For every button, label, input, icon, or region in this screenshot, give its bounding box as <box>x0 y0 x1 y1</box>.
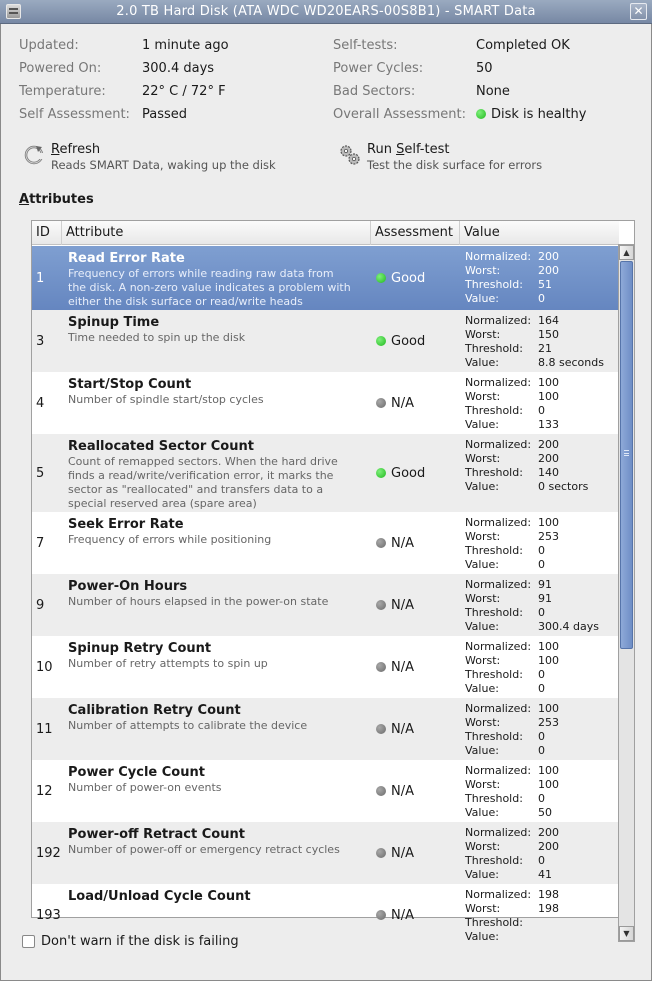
scroll-up-icon[interactable]: ▲ <box>619 245 634 260</box>
info-row-overall-assessment: Overall Assessment: Disk is healthy <box>333 107 587 122</box>
info-left-panel <box>19 38 229 130</box>
row-values: Normalized: 200 Worst: 200 Threshold: 51 Value: 0 <box>465 250 559 305</box>
table-row[interactable] <box>32 246 619 310</box>
gears-icon <box>339 144 361 166</box>
smart-data-window <box>0 24 652 981</box>
row-values: Normalized: 164 Worst: 150 Threshold: 21 Value: 8.8 seconds <box>465 314 604 369</box>
column-header-attribute[interactable]: Attribute <box>62 221 371 245</box>
refresh-icon <box>23 144 45 166</box>
row-attribute <box>68 251 368 309</box>
row-assessment: Good <box>376 310 425 372</box>
row-id: 11 <box>36 721 53 737</box>
status-gray-icon <box>376 786 386 796</box>
info-row-power-cycles: Power Cycles: 50 <box>333 61 493 76</box>
close-button[interactable]: ✕ <box>630 3 647 20</box>
row-values: Normalized: 91 Worst: 91 Threshold: 0 Value: 300.4 days <box>465 578 599 633</box>
row-assessment: N/A <box>376 512 414 574</box>
row-id: 192 <box>36 845 61 861</box>
status-gray-icon <box>376 848 386 858</box>
attribute-description: Number of spindle start/stop cycles <box>68 393 264 406</box>
row-values: Normalized: 100 Worst: 253 Threshold: 0 Value: 0 <box>465 702 559 757</box>
table-row[interactable] <box>32 310 619 372</box>
row-assessment: N/A <box>376 822 414 884</box>
row-values: Normalized: 200 Worst: 200 Threshold: 0 Value: 41 <box>465 826 559 881</box>
title-bar <box>0 0 652 24</box>
attribute-description: Count of remapped sectors. When the hard drive finds a read/write/verification error, it marks the sector as "reallocated" and transfers data to a special reserved area (spare area) <box>68 455 338 510</box>
scroll-down-icon[interactable]: ▼ <box>619 926 634 941</box>
column-header-assessment[interactable]: Assessment <box>371 221 460 245</box>
attribute-name: Spinup Retry Count <box>68 641 212 656</box>
column-header-id[interactable]: ID <box>32 221 62 245</box>
table-row[interactable] <box>32 372 619 434</box>
row-values: Normalized: 198 Worst: 198 Threshold: Value: <box>465 888 559 943</box>
attribute-name: Spinup Time <box>68 315 160 330</box>
row-id: 10 <box>36 659 53 675</box>
row-attribute <box>68 703 368 733</box>
attribute-description: Frequency of errors while reading raw data from the disk. A non-zero value indicates a problem with either the disk surface or read/write heads <box>68 267 351 308</box>
attribute-name: Seek Error Rate <box>68 517 184 532</box>
refresh-button[interactable] <box>23 142 276 172</box>
row-id: 3 <box>36 333 45 349</box>
attribute-description: Number of attempts to calibrate the device <box>68 719 308 732</box>
row-attribute <box>68 315 368 345</box>
row-assessment: N/A <box>376 760 414 822</box>
info-row-self-assessment: Self Assessment: Passed <box>19 107 188 122</box>
row-values: Normalized: 100 Worst: 100 Threshold: 0 Value: 0 <box>465 640 559 695</box>
attribute-name: Power-off Retract Count <box>68 827 245 842</box>
checkbox-icon[interactable] <box>22 935 35 948</box>
table-row[interactable] <box>32 574 619 636</box>
row-id: 9 <box>36 597 45 613</box>
row-values: Normalized: 100 Worst: 100 Threshold: 0 Value: 133 <box>465 376 559 431</box>
attributes-heading: Attributes <box>19 192 94 207</box>
attribute-description: Number of power-on events <box>68 781 222 794</box>
row-id: 193 <box>36 907 61 923</box>
info-row-updated: Updated: 1 minute ago <box>19 38 229 53</box>
status-gray-icon <box>376 910 386 920</box>
attribute-name: Start/Stop Count <box>68 377 192 392</box>
attribute-name: Power Cycle Count <box>68 765 205 780</box>
row-assessment: N/A <box>376 884 414 946</box>
attribute-name: Load/Unload Cycle Count <box>68 889 251 904</box>
run-self-test-description: Test the disk surface for errors <box>367 158 543 172</box>
row-id: 7 <box>36 535 45 551</box>
status-green-icon <box>376 273 386 283</box>
status-gray-icon <box>376 662 386 672</box>
row-attribute <box>68 765 368 795</box>
attribute-name: Calibration Retry Count <box>68 703 241 718</box>
attribute-name: Reallocated Sector Count <box>68 439 254 454</box>
table-row[interactable] <box>32 636 619 698</box>
attribute-description: Number of power-off or emergency retract cycles <box>68 843 340 856</box>
table-row[interactable] <box>32 760 619 822</box>
status-gray-icon <box>376 600 386 610</box>
row-id: 1 <box>36 270 45 286</box>
vertical-scrollbar[interactable] <box>618 244 635 942</box>
row-values: Normalized: 100 Worst: 100 Threshold: 0 Value: 50 <box>465 764 559 819</box>
dont-warn-checkbox[interactable] <box>22 934 239 949</box>
status-gray-icon <box>376 398 386 408</box>
status-gray-icon <box>376 538 386 548</box>
row-id: 12 <box>36 783 53 799</box>
info-row-temperature: Temperature: 22° C / 72° F <box>19 84 226 99</box>
healthy-status-icon <box>476 109 486 119</box>
attribute-name: Power-On Hours <box>68 579 188 594</box>
row-attribute <box>68 827 368 857</box>
row-assessment: Good <box>376 434 425 512</box>
info-row-powered-on: Powered On: 300.4 days <box>19 61 215 76</box>
attribute-name: Read Error Rate <box>68 251 185 266</box>
run-self-test-label: Run Self-test <box>367 142 450 157</box>
row-assessment: N/A <box>376 574 414 636</box>
row-values: Normalized: 100 Worst: 253 Threshold: 0 Value: 0 <box>465 516 559 571</box>
row-assessment: N/A <box>376 636 414 698</box>
info-row-self-tests: Self-tests: Completed OK <box>333 38 570 53</box>
window-menu-icon[interactable] <box>6 4 21 19</box>
row-attribute <box>68 889 368 905</box>
attribute-description: Time needed to spin up the disk <box>68 331 246 344</box>
row-assessment: N/A <box>376 372 414 434</box>
column-header-value[interactable]: Value <box>464 225 500 240</box>
row-attribute <box>68 517 368 547</box>
row-assessment: N/A <box>376 698 414 760</box>
refresh-description: Reads SMART Data, waking up the disk <box>51 158 276 172</box>
table-row[interactable] <box>32 434 619 512</box>
attribute-description: Frequency of errors while positioning <box>68 533 272 546</box>
attribute-description: Number of retry attempts to spin up <box>68 657 268 670</box>
refresh-label: Refresh <box>51 142 101 157</box>
window-title: 2.0 TB Hard Disk (ATA WDC WD20EARS-00S8B1) - SMART Data <box>116 4 536 19</box>
dont-warn-label: Don't warn if the disk is failing <box>41 934 239 949</box>
row-values: Normalized: 200 Worst: 200 Threshold: 140 Value: 0 sectors <box>465 438 589 493</box>
status-green-icon <box>376 336 386 346</box>
run-self-test-button[interactable] <box>339 142 542 172</box>
row-assessment: Good <box>376 246 425 310</box>
info-row-bad-sectors: Bad Sectors: None <box>333 84 510 99</box>
row-attribute <box>68 641 368 671</box>
grip-icon <box>624 450 629 456</box>
attribute-description: Number of hours elapsed in the power-on state <box>68 595 329 608</box>
table-row[interactable] <box>32 822 619 884</box>
table-row[interactable] <box>32 698 619 760</box>
row-attribute <box>68 579 368 609</box>
status-gray-icon <box>376 724 386 734</box>
table-row[interactable] <box>32 512 619 574</box>
scrollbar-thumb[interactable] <box>620 261 633 649</box>
row-id: 4 <box>36 395 45 411</box>
row-id: 5 <box>36 465 45 481</box>
status-green-icon <box>376 468 386 478</box>
row-attribute <box>68 377 368 407</box>
info-right-panel <box>333 38 586 130</box>
row-attribute <box>68 439 368 511</box>
table-header <box>32 221 619 245</box>
